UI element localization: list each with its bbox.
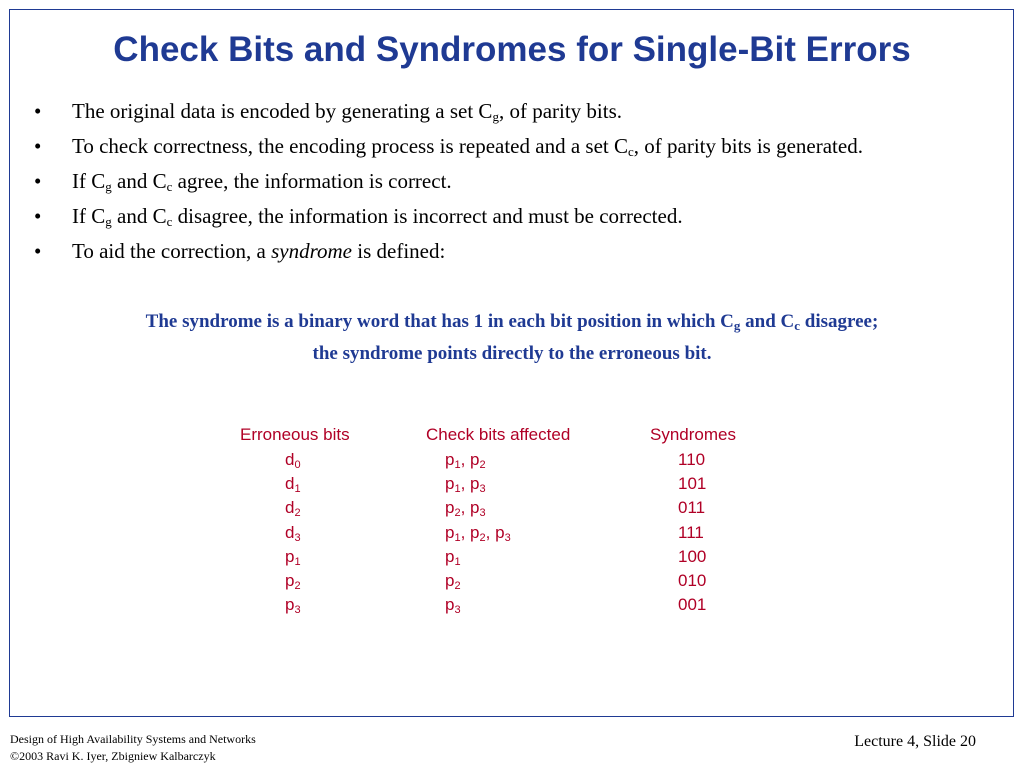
symbol: $p_3$ [470,474,486,496]
footer-copyright: ©2003 Ravi K. Iyer, Zbigniew Kalbarczyk [10,749,216,763]
header-erroneous-bits: Erroneous bits [240,425,350,444]
bullet-dot: • [34,204,42,228]
footer-course-info [10,731,256,765]
subscript: c [166,214,173,229]
bullet-text: disagree, the information is incorrect and must be corrected. [172,204,683,228]
bullet-item-2 [28,131,968,162]
syndrome-definition-line-2: the syndrome points directly to the erroneous bit. [312,343,712,364]
header-syndromes: Syndromes [650,425,736,444]
slide-title: Check Bits and Syndromes for Single-Bit Errors [113,30,911,69]
slide-number: Lecture 4, Slide 20 [854,733,976,750]
bullet-item-4 [28,201,968,232]
bullet-text: , of parity bits. [498,99,623,123]
symbol: $p_3$ [285,595,301,617]
bullet-text: agree, the information is correct. [172,169,452,193]
symbol: $p_2$ [445,498,461,520]
symbol: $p_1$ [445,450,461,471]
bullet-text: The original data is encoded by generating a set C [72,99,493,123]
italic-term: syndrome [271,239,352,263]
bullet-text: If C [72,169,106,193]
subscript: c [627,144,634,159]
cell-check-bits [445,547,461,567]
bullet-text: is defined: [352,239,446,263]
bullet-list [28,96,968,271]
subscript: g [733,318,741,333]
subscript: g [105,179,112,194]
cell-erroneous-bit [285,450,301,470]
bullet-text: If C [72,204,106,228]
bullet-dot: • [34,239,42,263]
cell-syndrome: 010 [678,571,707,590]
bullet-item-5 [28,236,968,267]
syndrome-definition-line-1 [0,311,1024,333]
definition-text: and C [740,311,795,332]
subscript: g [492,109,499,124]
bullet-text: , of parity bits is generated. [633,134,863,158]
cell-syndrome: 001 [678,595,707,615]
subscript: g [105,214,112,229]
bullet-text: To check correctness, the encoding process is repeated and a set C [72,134,628,158]
cell-syndrome: 110 [678,450,706,469]
cell-check-bits: $p_1$, $p_2$ [445,450,486,471]
footer-course: Design of High Availability Systems and Networks [10,732,256,746]
cell-check-bits: $p_2$, $p_3$ [445,498,486,520]
cell-erroneous-bit [285,474,301,494]
symbol: $p_2$ [445,571,461,592]
subscript: c [794,318,801,333]
bullet-dot: • [34,134,42,158]
bullet-dot: • [34,169,42,193]
symbol: $d_1$ [285,474,301,496]
definition-text: disagree; [800,311,879,332]
cell-erroneous-bit [285,547,301,567]
cell-check-bits [445,595,461,615]
symbol: $p_1$ [285,546,301,568]
symbol: $p_1$ [445,474,461,496]
symbol: $p_2$ [285,571,301,592]
symbol: $p_1$ [445,522,461,544]
symbol: $p_1$ [445,546,461,568]
symbol: $d_0$ [285,450,301,471]
bullet-item-3 [28,166,968,197]
symbol: $d_3$ [285,522,301,544]
subscript: c [166,179,173,194]
bullet-text: and C [111,204,167,228]
cell-erroneous-bit [285,498,301,518]
symbol: $p_2$ [470,522,486,544]
bullet-text: and C [111,169,167,193]
bullet-text: To aid the correction, a [72,239,272,263]
symbol: $p_3$ [445,595,461,617]
cell-check-bits: $p_1$, $p_2$, $p_3$ [445,522,511,544]
symbol: $p_2$ [470,450,486,471]
cell-check-bits [445,571,461,591]
cell-erroneous-bit [285,595,301,615]
cell-erroneous-bit [285,571,301,591]
symbol: $p_3$ [495,522,511,544]
cell-erroneous-bit [285,523,301,543]
cell-syndrome: 111 [678,522,704,542]
symbol: $p_3$ [470,498,486,520]
cell-check-bits: $p_1$, $p_3$ [445,474,486,496]
cell-syndrome: 011 [678,498,706,518]
definition-text: The syndrome is a binary word that has 1 in each bit position in which C [145,311,734,332]
header-check-bits: Check bits affected [426,425,571,444]
bullet-item-1 [28,96,968,127]
bullet-dot: • [34,99,42,123]
cell-syndrome: 101 [678,474,707,494]
cell-syndrome: 100 [678,546,707,566]
symbol: $d_2$ [285,498,301,520]
